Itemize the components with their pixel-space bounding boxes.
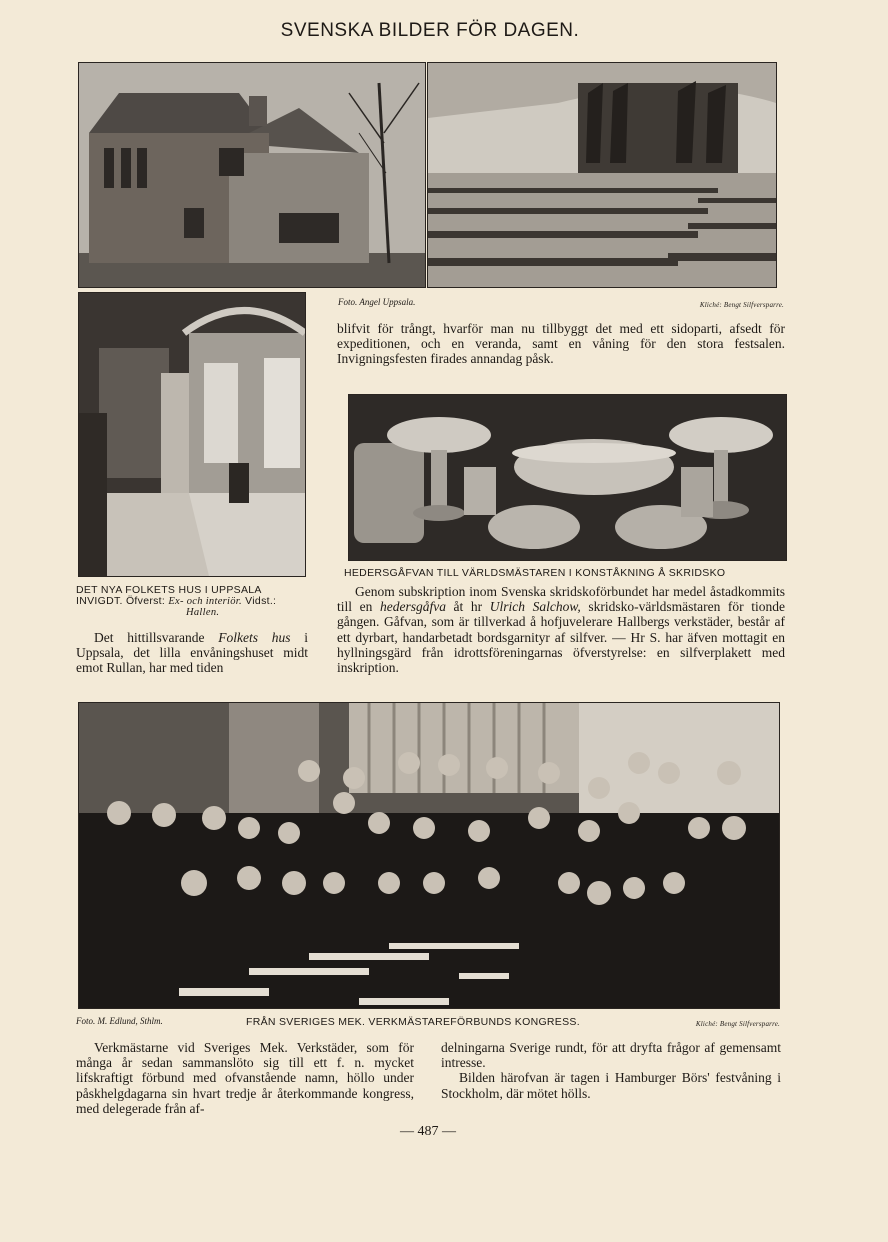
photo-credit-edlund: Foto. M. Edlund, Sthlm. xyxy=(76,1016,163,1026)
page-number: — 487 — xyxy=(400,1124,456,1139)
cliche-credit-top: Kliché: Bengt Silfversparre. xyxy=(699,301,784,309)
folkets-hus-caption-line1: DET NYA FOLKETS HUS I UPPSALA xyxy=(76,584,262,596)
kongress-caption: FRÅN SVERIGES MEK. VERKMÄSTAREFÖRBUNDS KONGRESS. xyxy=(246,1016,580,1028)
kongress-column-2: delningarna Sverige rundt, för att dryfta frågor af gemensamt intresse. Bilden härofvan är tagen i Hamburger Börs' festvåning i Stockholm, där mötet hölls. xyxy=(441,1040,781,1101)
hedersgava-silverware-photo xyxy=(348,394,787,561)
kongress-column-1: Verkmästarne vid Sveriges Mek. Verkstäder, som för många år sedan sammanslöto sig till ett f. n. mycket lifskraftigt förbund med ofvanstående namn, höllo under påskhelgdagarna sin hvart tredje år återkommande kongress, med delegerade från af- xyxy=(76,1040,414,1116)
folkets-hus-exterior-photo xyxy=(78,62,426,288)
folkets-hus-caption xyxy=(76,585,308,618)
kongress-group-photo xyxy=(78,702,780,1009)
hedersgava-paragraph: Genom subskription inom Svenska skridskoförbundet har medel åstadkommits till en hedersgåfva åt hr Ulrich Salchow, skridsko-världsmästaren för tionde gången. Gåfvan, som är tillverkad å hofjuvelerare Hallbergs verkstäder, består af ett dyrbart, handarbetadt bordsgarnityr af silfver. — Hr S. har äfven mottagit en hyllningsgärd från idrottsföreningarnas öfverstyrelse: en silfverplakett med inskription. xyxy=(337,584,786,676)
folkets-hus-continuation: blifvit för trångt, hvarför man nu tillbyggt det med ett sidoparti, afsedt för expeditionen, och en veranda, samt en våning för den stora festsalen. Invigningsfesten firades annandag påsk. xyxy=(337,321,785,367)
folkets-hus-hallen-photo xyxy=(78,292,306,577)
folkets-hus-caption-line2: INVIGDT. Öfverst: Ex- och interiör. Vidst.: xyxy=(76,595,277,607)
festsal-interior-photo xyxy=(427,62,777,288)
folkets-hus-caption-line3: Hallen. xyxy=(186,607,220,618)
folkets-hus-paragraph: Det hittillsvarande Folkets hus i Uppsala, det lilla envåningshuset midt emot Rullan, har med tiden xyxy=(76,630,308,676)
photo-credit-angel: Foto. Angel Uppsala. xyxy=(338,297,416,307)
page-title: SVENSKA BILDER FÖR DAGEN. xyxy=(280,20,580,41)
cliche-credit-bottom: Kliché: Bengt Silfversparre. xyxy=(695,1020,780,1028)
hedersgava-caption: HEDERSGÅFVAN TILL VÄRLDSMÄSTAREN I KONSTÅKNING Å SKRIDSKO xyxy=(344,567,726,579)
